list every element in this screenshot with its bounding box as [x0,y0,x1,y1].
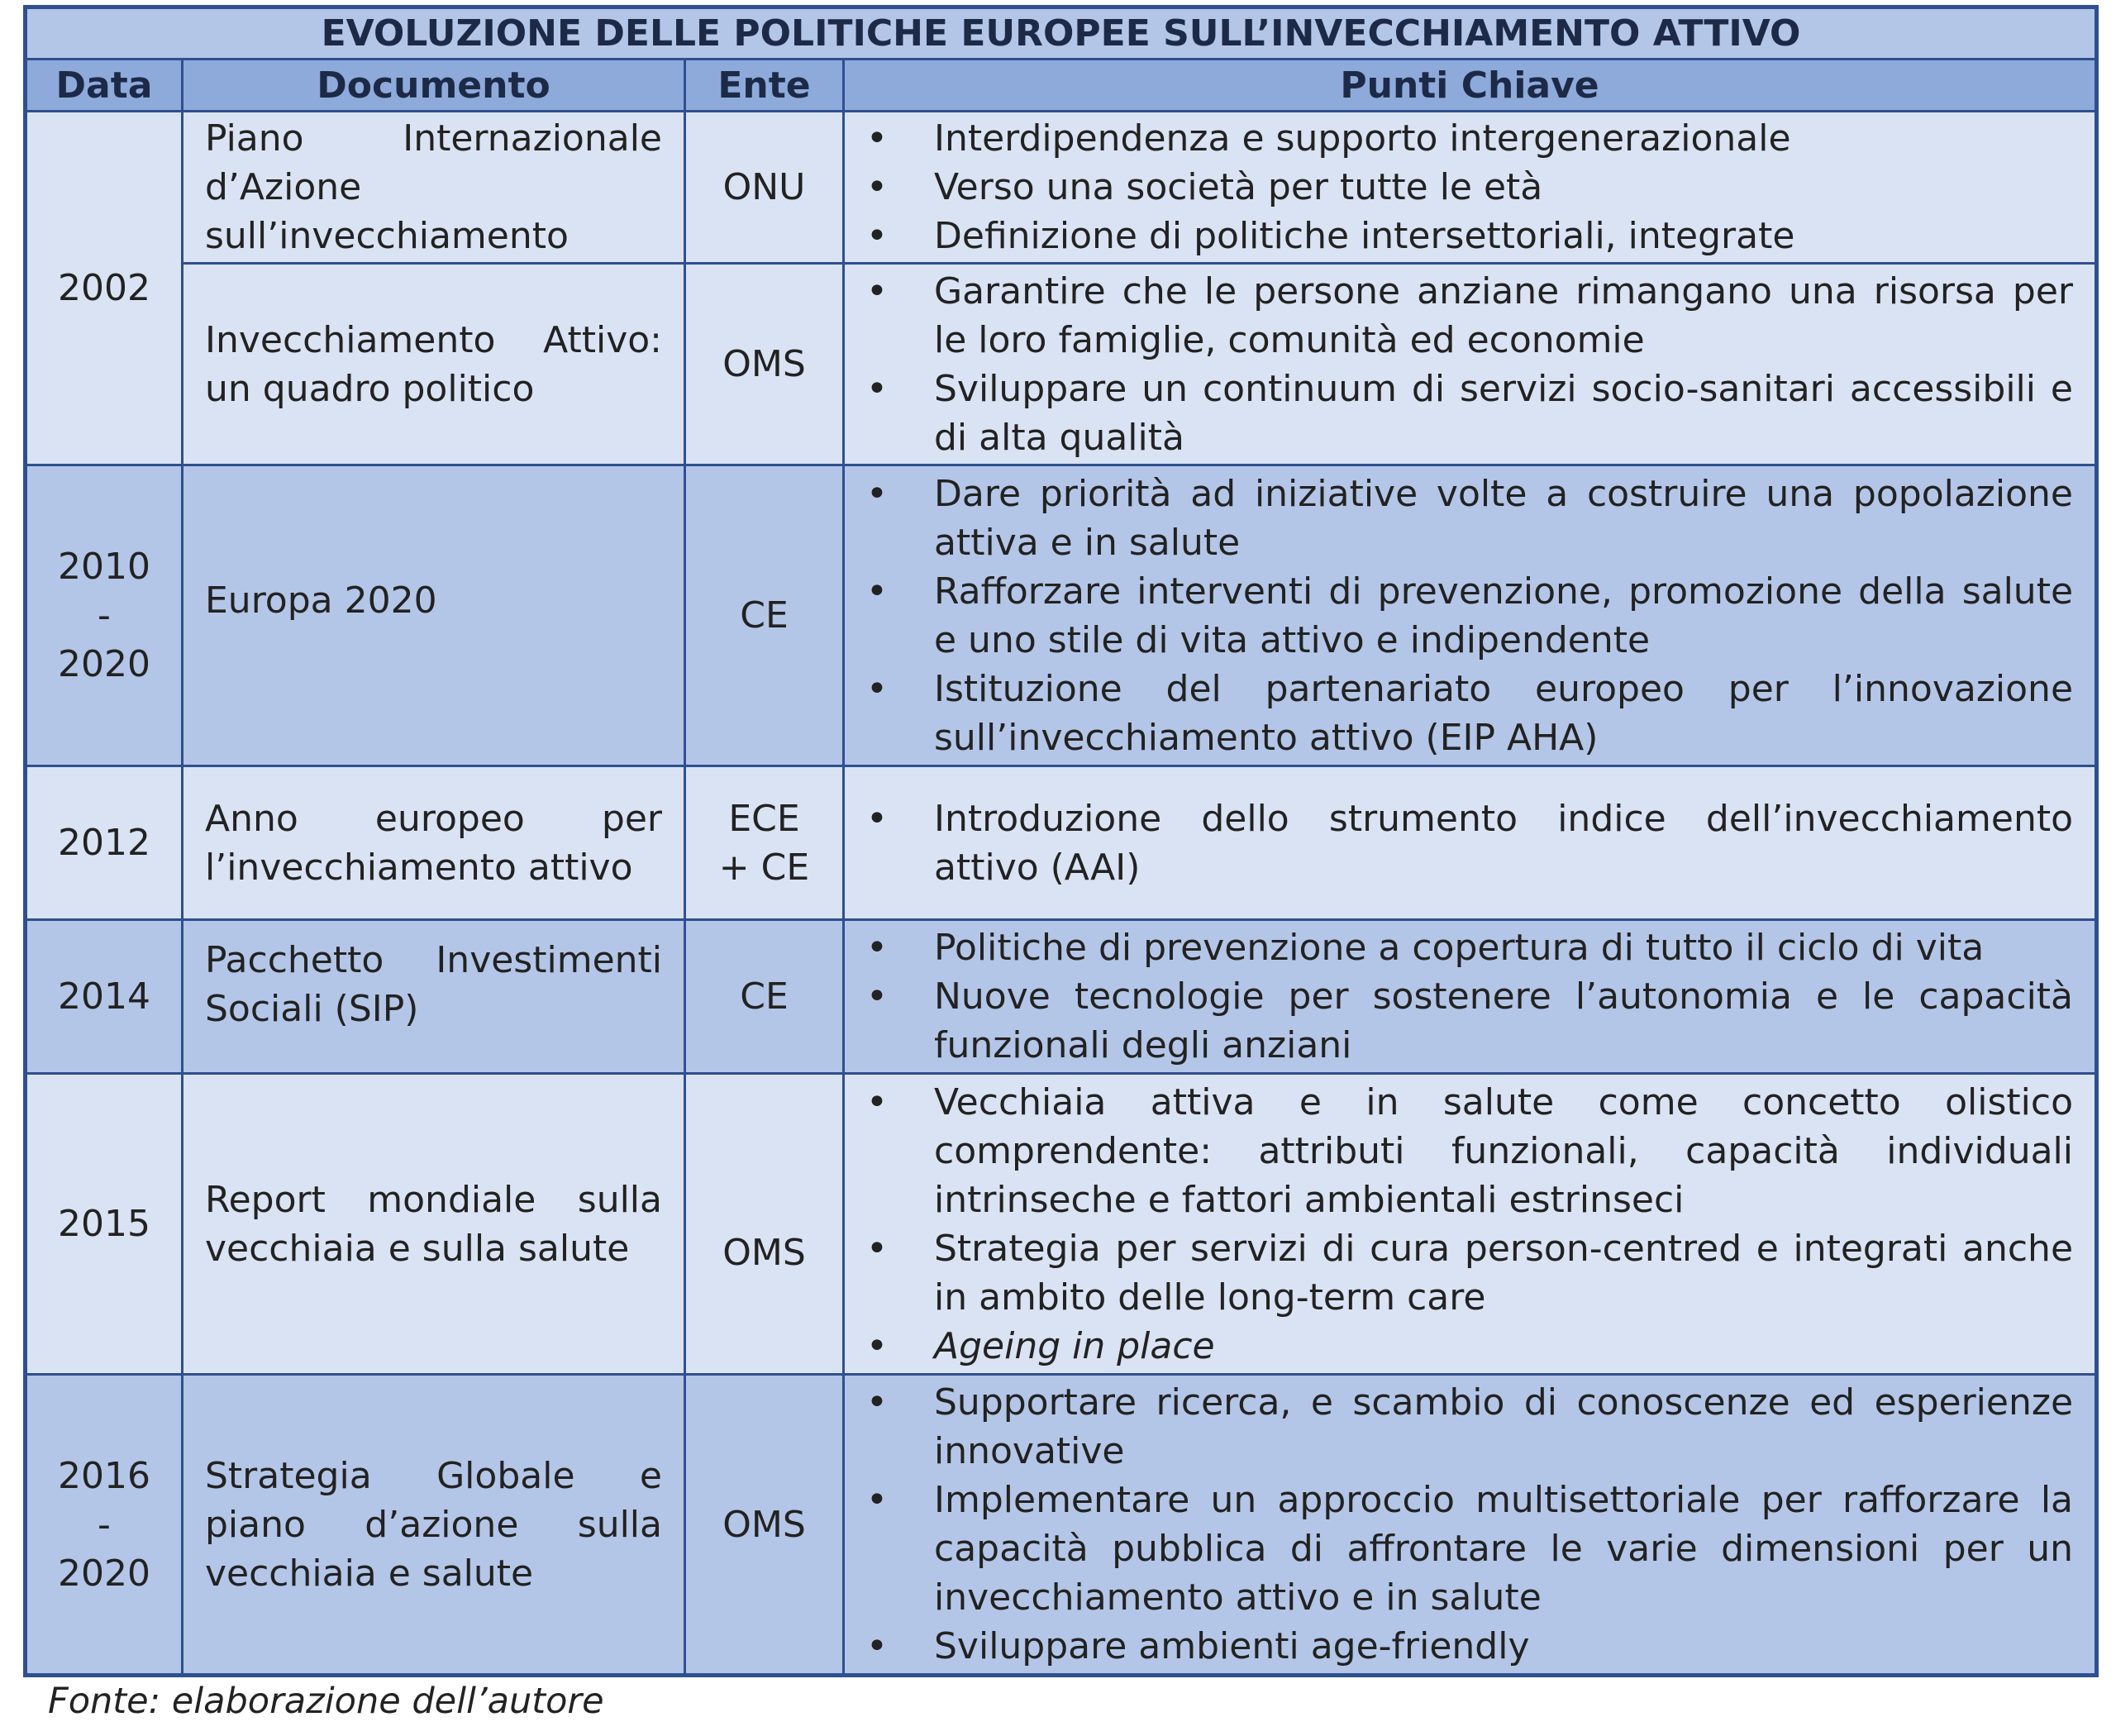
header-date: Data [26,60,183,112]
cell-date: 2012 [26,766,183,920]
date-line: 2010 [58,546,150,588]
cell-points [844,920,2097,1074]
cell-date: 2002 [26,112,183,465]
list-item: • Garantire che le persone anziane rimangano una risorsa per le loro famiglie, comunità ed economie [866,267,2073,365]
list-item: • Istituzione del partenariato europeo per l’innovazione sull’invecchiamento attivo (EIP AHA) [866,665,2073,762]
table-row [26,264,2097,465]
table-row [26,1074,2097,1375]
cell-document [183,920,685,1074]
table-row [26,1375,2097,1676]
cell-document: Strategia Globale e piano d’azione sulla vecchiaia e salute [183,1375,685,1676]
cell-points [844,264,2097,465]
list-item: • Strategia per servizi di cura person-centred e integrati anche in ambito delle long-term care [866,1224,2073,1322]
table-title: EVOLUZIONE DELLE POLITICHE EUROPEE SULL’INVECCHIAMENTO ATTIVO [26,7,2097,60]
ente-line: ECE [728,797,800,840]
cell-date [26,1375,183,1676]
header-ente: Ente [685,60,844,112]
cell-document: Piano Internazionale d’Azione sull’invecchiamento [183,112,685,264]
cell-date: 2015 [26,1074,183,1375]
cell-document: Anno europeo per l’invecchiamento attivo [183,766,685,920]
date-line: - [98,1503,111,1546]
cell-ente: CE [685,465,844,766]
list-item: • Verso una società per tutte le età [866,163,2073,212]
table-row [26,766,2097,920]
header-document: Documento [183,60,685,112]
list-item: • Definizione di politiche intersettoriali, integrate [866,212,2073,260]
cell-ente: CE [685,920,844,1074]
cell-points [844,766,2097,920]
cell-ente [685,1074,844,1375]
list-item [866,1322,2073,1371]
list-item: • Sviluppare un continuum di servizi socio-sanitari accessibili e di alta qualità [866,365,2073,462]
date-line: 2020 [58,1552,150,1595]
list-item: • Vecchiaia attiva e in salute come concetto olistico comprendente: attributi funzionali, capacità individuali intrinseche e fattori ambientali estrinseci [866,1078,2073,1224]
italic-text: Ageing in place [934,1324,1215,1367]
list-item: • Rafforzare interventi di prevenzione, promozione della salute e uno stile di vita attivo e indipendente [866,567,2073,665]
table-row [26,465,2097,766]
cell-points [844,1375,2097,1676]
cell-document [183,465,685,766]
list-item: • Implementare un approccio multisettoriale per rafforzare la capacità pubblica di affrontare le varie dimensioni per un invecchiamento attivo e in salute [866,1476,2073,1622]
cell-points [844,112,2097,264]
cell-ente: ONU [685,112,844,264]
policy-table-wrapper [23,5,2095,1722]
cell-date: 2014 [26,920,183,1074]
list-item: • Interdipendenza e supporto intergenerazionale [866,114,2073,163]
ente-text: OMS [722,1232,806,1274]
table-row [26,920,2097,1074]
cell-points [844,465,2097,766]
list-item: • Supportare ricerca, e scambio di conoscenze ed esperienze innovative [866,1378,2073,1476]
ente-line: + CE [718,846,810,889]
cell-date [26,465,183,766]
document-text: Pacchetto Investimenti Sociali (SIP) [205,938,662,1030]
date-line: - [98,594,111,637]
list-item: • Sviluppare ambienti age-friendly [866,1622,2073,1671]
policy-table [23,5,2099,1677]
cell-ente: OMS [685,264,844,465]
cell-ente [685,766,844,920]
table-row [26,112,2097,264]
cell-document: Invecchiamento Attivo: un quadro politico [183,264,685,465]
date-line: 2016 [58,1454,150,1497]
cell-points [844,1074,2097,1375]
header-points: Punti Chiave [844,60,2097,112]
document-text: Europa 2020 [205,579,437,622]
cell-document: Report mondiale sulla vecchiaia e sulla salute [183,1074,685,1375]
list-item: • Politiche di prevenzione a copertura di tutto il ciclo di vita [866,923,2073,972]
date-line: 2020 [58,643,150,685]
list-item: • Introduzione dello strumento indice dell’invecchiamento attivo (AAI) [866,794,2073,892]
table-source-note: Fonte: elaborazione dell’autore [48,1681,604,1722]
list-item: • Dare priorità ad iniziative volte a costruire una popolazione attiva e in salute [866,470,2073,567]
cell-ente: OMS [685,1375,844,1676]
list-item: • Nuove tecnologie per sostenere l’autonomia e le capacità funzionali degli anziani [866,972,2073,1070]
